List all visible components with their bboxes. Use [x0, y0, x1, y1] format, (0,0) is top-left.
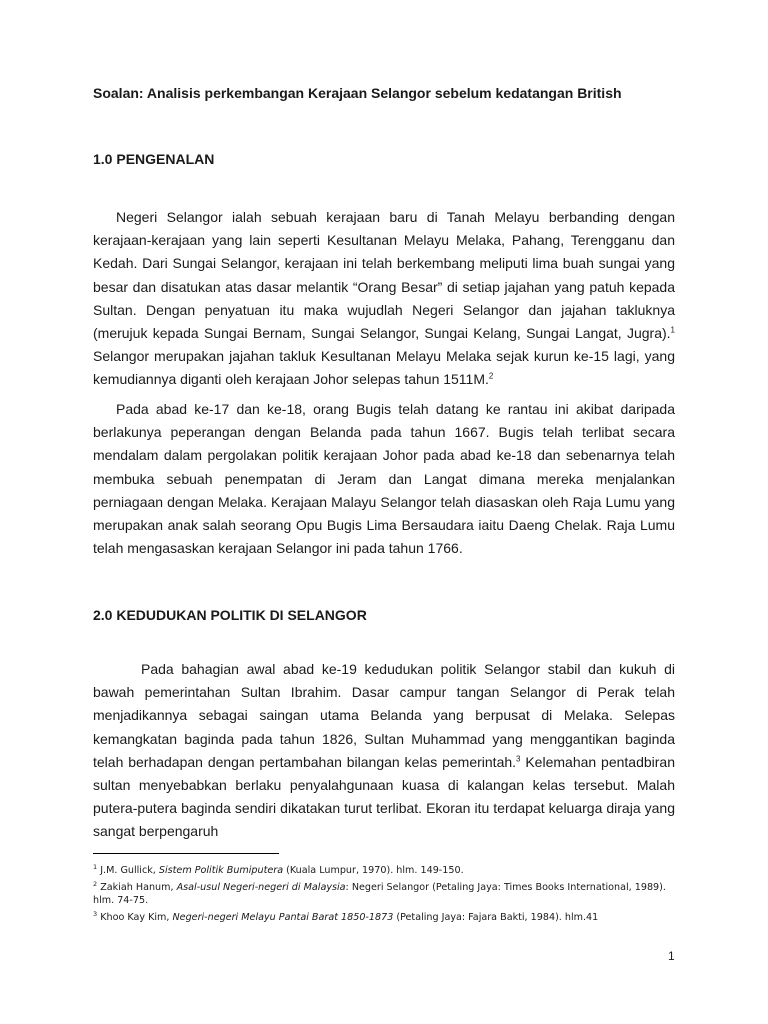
- footnote-author: J.M. Gullick,: [100, 865, 159, 877]
- paragraph-text: Kelemahan pentadbiran sultan menyebabkan berlaku penyalahgunaan kuasa di kalangan kelas tersebut. Malah putera-putera baginda sendiri dikatakan turut terlibat. Ekoran itu terdapat keluarga diraja yang sangat berpengaruh: [93, 753, 675, 840]
- footnote-number: 2: [93, 879, 98, 888]
- footnote-title: Negeri-negeri Melayu Pantai Barat 1850-1873: [172, 912, 394, 924]
- footnote-ref: 3: [516, 754, 521, 764]
- footnote-1: [93, 861, 683, 878]
- paragraph-text: Pada bahagian awal abad ke-19 kedudukan politik Selangor stabil dan kukuh di bawah pemerintahan Sultan Ibrahim. Dasar campur tangan Selangor di Perak telah menjadikannya sebagai saingan utama Belanda yang berpusat di Melaka. Selepas kemangkatan baginda pada tahun 1826, Sultan Muhammad yang menggantikan baginda telah berhadapan dengan pertambahan bilangan kelas pemerintah.: [93, 661, 675, 770]
- footnote-details: (Petaling Jaya: Fajara Bakti, 1984). hlm.41: [393, 912, 599, 924]
- section-heading-pengenalan: 1.0 PENGENALAN: [93, 151, 215, 167]
- footnotes: [93, 861, 683, 925]
- footnote-author: Khoo Kay Kim,: [100, 912, 173, 924]
- footnote-details: (Kuala Lumpur, 1970). hlm. 149-150.: [283, 865, 464, 877]
- footnote-number: 1: [93, 863, 98, 871]
- section-heading-politik: 2.0 KEDUDUKAN POLITIK DI SELANGOR: [93, 607, 367, 623]
- question-title: Soalan: Analisis perkembangan Kerajaan Selangor sebelum kedatangan British: [93, 85, 622, 101]
- paragraph-text: Negeri Selangor ialah sebuah kerajaan baru di Tanah Melayu berbanding dengan kerajaan-kerajaan yang lain seperti Kesultanan Melayu Melaka, Pahang, Terengganu dan Kedah. Dari Sungai Selangor, kerajaan ini telah berkembang meliputi lima buah sungai yang besar dan disatukan atas dasar melantik “Orang Besar” di setiap jajahan yang patuh kepada Sultan. Dengan penyatuan itu maka wujudlah Negeri Selangor dan jajahan takluknya (merujuk kepada Sungai Bernam, Sungai Selangor, Sungai Kelang, Sungai Langat, Jugra).: [93, 209, 675, 342]
- footnote-title: Sistem Politik Bumiputera: [158, 865, 284, 877]
- paragraph-pengenalan-1: [93, 206, 675, 392]
- paragraph-politik-1: [93, 658, 675, 844]
- footnote-ref: 1: [670, 325, 675, 335]
- footnote-author: Zakiah Hanum,: [100, 881, 177, 893]
- paragraph-text: Selangor merupakan jajahan takluk Kesultanan Melayu Melaka sejak kurun ke-15 lagi, yang kemudiannya diganti oleh kerajaan Johor selepas tahun 1511M.: [93, 348, 675, 388]
- paragraph-pengenalan-2: Pada abad ke-17 dan ke-18, orang Bugis telah datang ke rantau ini akibat daripada berlakunya peperangan dengan Belanda pada tahun 1667. Bugis telah terlibat secara mendalam dalam pergolakan politik kerajaan Johor pada abad ke-18 dan sebenarnya telah membuka sebuah penempatan di Jeram dan Langat dimana mereka menjalankan perniagaan dengan Melaka. Kerajaan Malayu Selangor telah diasaskan oleh Raja Lumu yang merupakan anak salah seorang Opu Bugis Lima Bersaudara iaitu Daeng Chelak. Raja Lumu telah mengasaskan kerajaan Selangor ini pada tahun 1766.: [93, 401, 675, 557]
- footnote-details: : Negeri Selangor (Petaling Jaya: Times Books International, 1989). hlm. 74-75.: [93, 881, 666, 907]
- footnote-number: 3: [93, 909, 98, 918]
- footnote-separator: [93, 853, 279, 854]
- page-number: 1: [668, 949, 675, 963]
- footnote-3: [93, 908, 683, 925]
- footnote-title: Asal-usul Negeri-negeri di Malaysia: [176, 881, 346, 893]
- footnote-ref: 2: [488, 371, 494, 381]
- footnote-2: [93, 878, 683, 908]
